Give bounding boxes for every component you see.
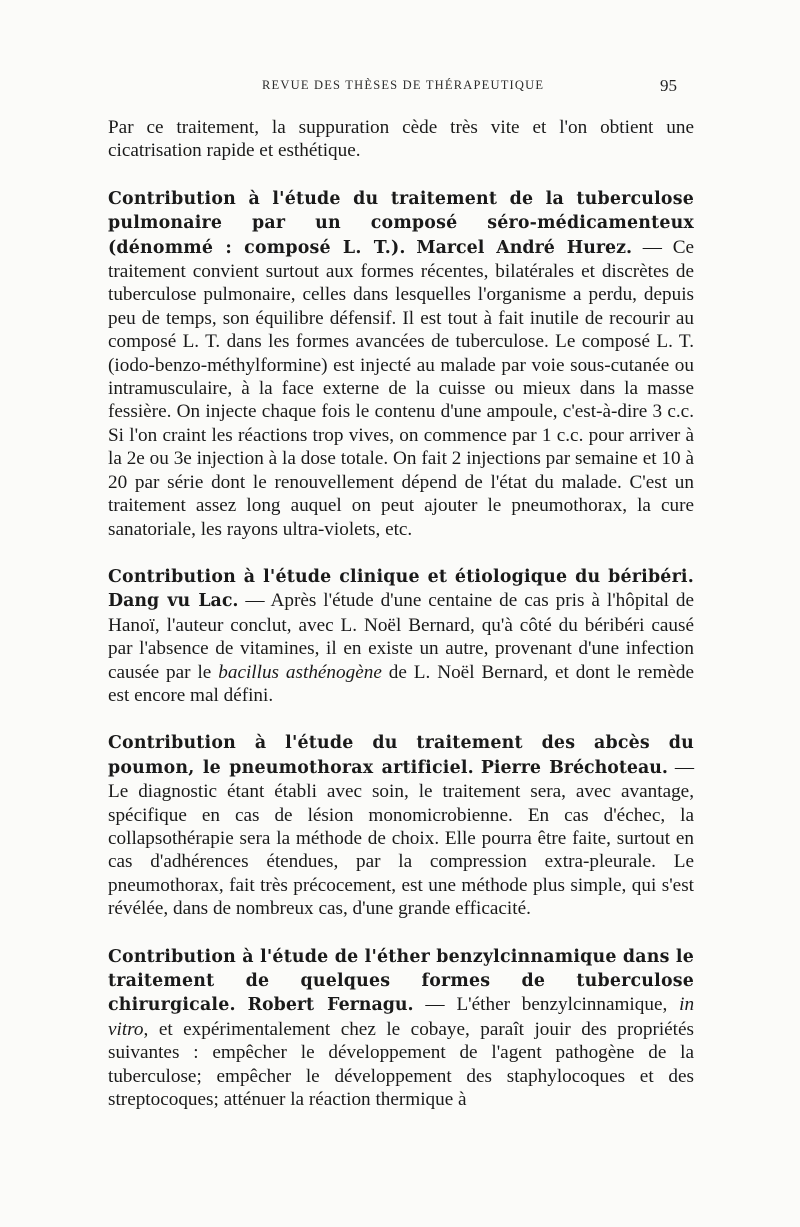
entry-dash: —	[245, 590, 265, 612]
entry-text: Ce traitement convient surtout aux formes récentes, bilatérales et discrètes de tuberculose pulmonaire, celles dans lesquelles l'organisme a perdu, depuis peu de temps, son équilibre défensif. Il est tout à fait inutile de recourir au composé L. T. dans les formes avancées de tuberculose. Le composé L. T. (iodo-benzo-méthylformine) est injecté au malade par voie sous-cutanée ou intramusculaire, à la face externe de la cuisse ou mieux dans la masse fessière. On injecte chaque fois le contenu d'une ampoule, c'est-à-dire 3 c.c. Si l'on craint les réactions trop vives, on commence par 1 c.c. pour arriver à la 2e ou 3e injection à la dose totale. On fait 2 injections par semaine et 10 à 20 par série dont le renouvellement dépend de l'état du malade. C'est un traitement assez long auquel on peut ajouter le pneumothorax, la cure sanatoriale, les rayons ultra-violets, etc.	[108, 236, 695, 540]
entry-author: Pierre Bréchoteau.	[480, 757, 668, 778]
entry-dash: —	[674, 756, 695, 778]
thesis-entry	[108, 945, 694, 1112]
entry-text-italic: in vitro	[108, 994, 695, 1040]
entry-text: de L. Noël Bernard, et dont le remède est encore mal défini.	[108, 661, 694, 706]
thesis-entry	[108, 187, 694, 541]
body-text	[108, 116, 694, 1135]
page-number: 95	[660, 76, 677, 95]
entry-title: Contribution à l'étude clinique et étiologique du béribéri.	[108, 566, 694, 587]
entry-text: L'éther benzylcinnamique,	[456, 994, 668, 1016]
entry-title: Contribution à l'étude de l'éther benzylcinnamique dans le traitement de quelques formes de tuberculose chirurgicale.	[108, 946, 694, 1016]
entry-dash: —	[642, 236, 662, 258]
entry-dash: —	[425, 994, 445, 1016]
entry-text: Le diagnostic étant établi avec soin, le traitement sera, avec avantage, spécifique en cas de lésion monomicrobienne. En cas d'échec, la collapsothérapie sera la méthode de choix. Elle pourra être faite, surtout en cas d'adhérences étendues, par la compression extra-pleurale. Le pneumothorax, fait très précocement, est une méthode plus simple, qui s'est révélée, dans de nombreux cas, d'une grande efficacité.	[108, 781, 694, 920]
thesis-entry	[108, 565, 694, 707]
entry-text: Après l'étude d'une centaine de cas pris à l'hôpital de Hanoï, l'auteur conclut, avec L. Noël Bernard, qu'à côté du béribéri causé par l'absence de vitamines, il en existe un autre, provenant d'une infection causée par le	[108, 590, 694, 683]
entry-title: Contribution à l'étude du traitement des abcès du poumon, le pneumothorax artificiel.	[108, 733, 694, 778]
entry-author: Robert Fernagu.	[247, 995, 414, 1016]
entry-title: Contribution à l'étude du traitement de la tuberculose pulmonaire par un composé séro-médicamenteux (dénommé : composé L. T.).	[108, 188, 694, 258]
entry-author: Dang vu Lac.	[108, 591, 239, 612]
entry-text-italic: bacillus asthénogène	[218, 661, 382, 683]
entry-author: Marcel André Hurez.	[416, 237, 633, 258]
entry-text: , et expérimentalement chez le cobaye, paraît jouir des propriétés suivantes : empêcher le développement de l'agent pathogène de la tuberculose; empêcher le développement des staphylocoques et des streptocoques; atténuer la réaction thermique à	[108, 1018, 694, 1111]
running-header	[0, 76, 800, 98]
running-title: REVUE DES THÈSES DE THÉRAPEUTIQUE	[262, 78, 545, 92]
intro-paragraph: Par ce traitement, la suppuration cède très vite et l'on obtient une cicatrisation rapide et esthétique.	[108, 117, 694, 162]
thesis-entry	[108, 731, 694, 920]
